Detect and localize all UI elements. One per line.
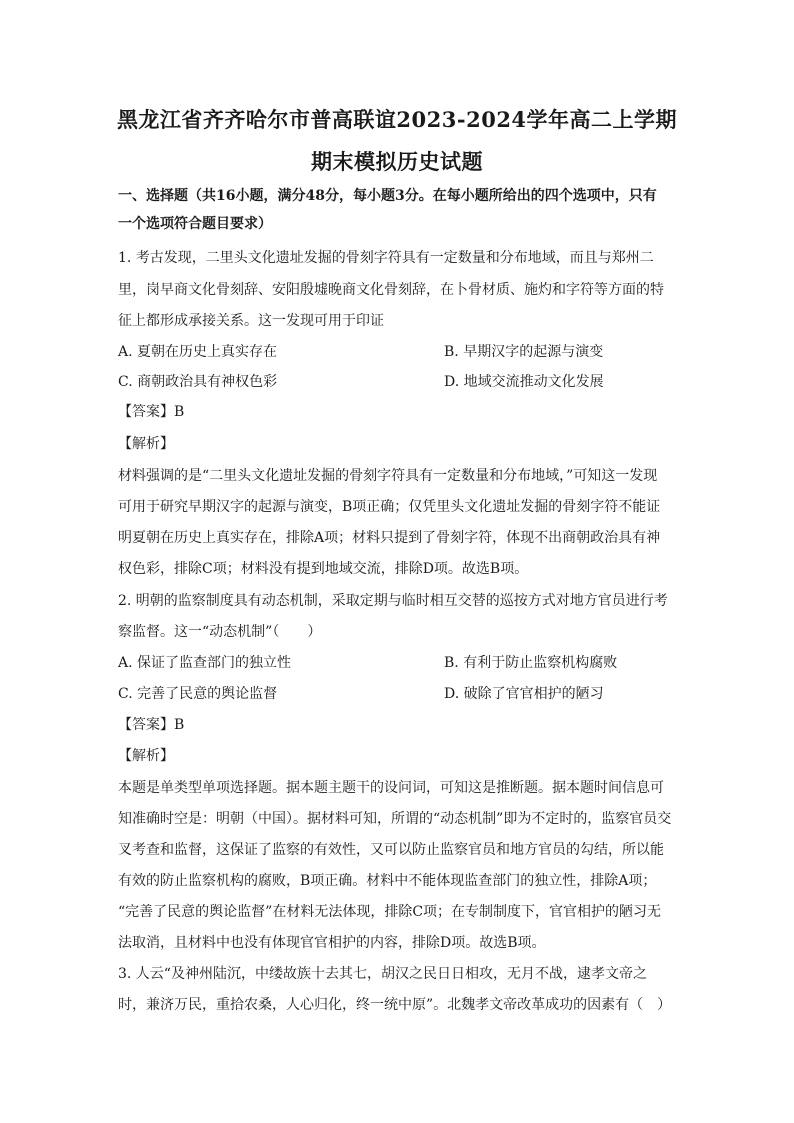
q2-analysis-label: 【解析】 <box>118 748 174 764</box>
q1-analysis-line: 权色彩，排除C项；材料没有提到地域交流，排除D项。故选B项。 <box>118 561 529 577</box>
q1-option-d: D. 地域交流推动文化发展 <box>444 374 604 390</box>
section-heading-line-1: 一、选择题（共16小题，满分48分，每小题3分。在每小题所给出的四个选项中，只有 <box>118 188 657 204</box>
q1-option-c: C. 商朝政治具有神权色彩 <box>118 374 278 390</box>
q1-stem-line: 里，岗早商文化骨刻辞、安阳殷墟晚商文化骨刻辞，在卜骨材质、施灼和字符等方面的特 <box>118 282 664 298</box>
title-line-2: 期末模拟历史试题 <box>311 149 483 174</box>
q3-stem-line: 时，兼济万民，重拾农桑，人心归化，终一统中原”。北魏孝文帝改革成功的因素有（ ） <box>118 997 672 1013</box>
q2-option-a: A. 保证了监查部门的独立性 <box>118 655 292 671</box>
q2-analysis-line: 法取消，且材料中也没有体现官官相护的内容，排除D项。故选B项。 <box>118 935 546 951</box>
q2-analysis-line: 有效的防止监察机构的腐败，B项正确。材料中不能体现监查部门的独立性，排除A项； <box>118 873 657 889</box>
q1-stem-line: 1. 考古发现，二里头文化遗址发掘的骨刻字符具有一定数量和分布地域，而且与郑州二 <box>118 250 654 266</box>
q1-analysis-line: 可用于研究早期汉字的起源与演变，B项正确；仅凭里头文化遗址发掘的骨刻字符不能证 <box>118 499 661 515</box>
q2-analysis-line: “完善了民意的舆论监督”在材料无法体现，排除C项；在专制制度下，官官相护的陋习无 <box>118 904 662 920</box>
q1-option-b: B. 早期汉字的起源与演变 <box>444 344 604 360</box>
title-line-1: 黑龙江省齐齐哈尔市普高联谊2023-2024学年高二上学期 <box>116 107 678 132</box>
q2-analysis-line: 叉考查和监督，这保证了监察的有效性，又可以防止监察官员和地方官员的勾结，所以能 <box>118 842 664 858</box>
q2-stem-line: 2. 明朝的监察制度具有动态机制，采取定期与临时相互交替的巡按方式对地方官员进行考 <box>118 593 668 609</box>
q2-option-d: D. 破除了官官相护的陋习 <box>444 686 604 702</box>
q1-answer: 【答案】B <box>118 404 185 420</box>
q2-analysis-line: 知准确时空是：明朝（中国）。据材料可知，所谓的“动态机制”即为不定时的，监察官员交 <box>118 811 672 827</box>
q2-stem-line: 察监督。这一“动态机制”（ ） <box>118 624 322 640</box>
q1-analysis-label: 【解析】 <box>118 436 174 452</box>
q2-answer: 【答案】B <box>118 717 185 733</box>
section-heading-line-2: 一个选项符合题目要求） <box>118 216 272 232</box>
q2-option-b: B. 有利于防止监察机构腐败 <box>444 655 618 671</box>
q1-option-a: A. 夏朝在历史上真实存在 <box>118 344 278 360</box>
q1-analysis-line: 材料强调的是“二里头文化遗址发掘的骨刻字符具有一定数量和分布地域，”可知这一发现 <box>118 468 658 484</box>
q2-analysis-line: 本题是单类型单项选择题。据本题主题干的设问词，可知这是推断题。据本题时间信息可 <box>118 780 664 796</box>
q1-analysis-line: 明夏朝在历史上真实存在，排除A项；材料只提到了骨刻字符，体现不出商朝政治具有神 <box>118 530 661 546</box>
q1-stem-line: 征上都形成承接关系。这一发现可用于印证 <box>118 313 384 329</box>
q3-stem-line: 3. 人云“及神州陆沉，中缕故族十去其七，胡汉之民日日相攻，无月不战，逮孝文帝之 <box>118 966 647 982</box>
q2-option-c: C. 完善了民意的舆论监督 <box>118 686 278 702</box>
